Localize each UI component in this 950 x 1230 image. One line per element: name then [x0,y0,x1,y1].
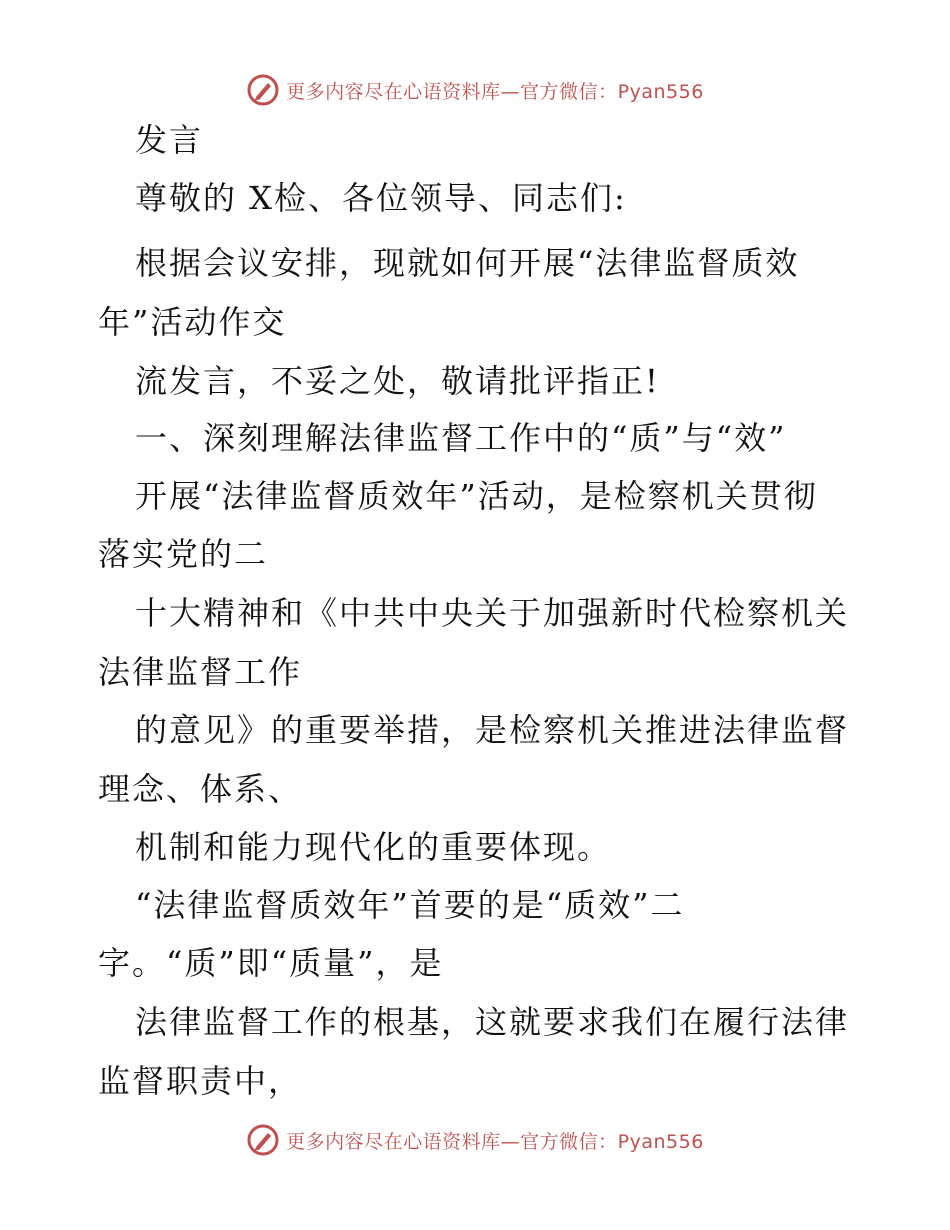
watermark-text: 更多内容尽在心语资料库—官方微信：Pyan556 [286,1130,704,1153]
text-line: 机制和能力现代化的重要体现。 [135,828,612,866]
text-line: 一、深刻理解法律监督工作中的“质”与“效” [135,419,787,457]
text-line: 发言 [135,121,204,159]
text-line: 流发言，不妥之处，敬请批评指正! [135,362,660,400]
text-line: 字。“质”即“质量”，是 [98,944,444,982]
text-line: “法律监督质效年”首要的是“质效”二 [135,886,685,924]
text-line: 尊敬的 X检、各位领导、同志们: [135,179,627,217]
watermark-text: 更多内容尽在心语资料库—官方微信：Pyan556 [286,80,704,103]
text-line: 法律监督工作 [98,653,303,691]
text-line: 理念、体系、 [98,770,303,808]
text-line: 法律监督工作的根基，这就要求我们在履行法律 [135,1003,850,1041]
footer-watermark [0,1120,950,1160]
text-line: 落实党的二 [98,535,269,573]
text-line: 根据会议安排，现就如何开展“法律监督质效 [135,244,800,282]
text-line: 监督职责中， [98,1062,303,1100]
text-line: 的意见》的重要举措，是检察机关推进法律监督 [135,711,850,749]
header-watermark [0,70,950,110]
text-line: 开展“法律监督质效年”活动，是检察机关贯彻 [135,477,818,515]
text-line: 年”活动作交 [98,303,287,341]
text-line: 十大精神和《中共中央关于加强新时代检察机关 [135,594,850,632]
pen-nib-logo-icon [246,73,280,107]
pen-nib-logo-icon [246,1123,280,1157]
